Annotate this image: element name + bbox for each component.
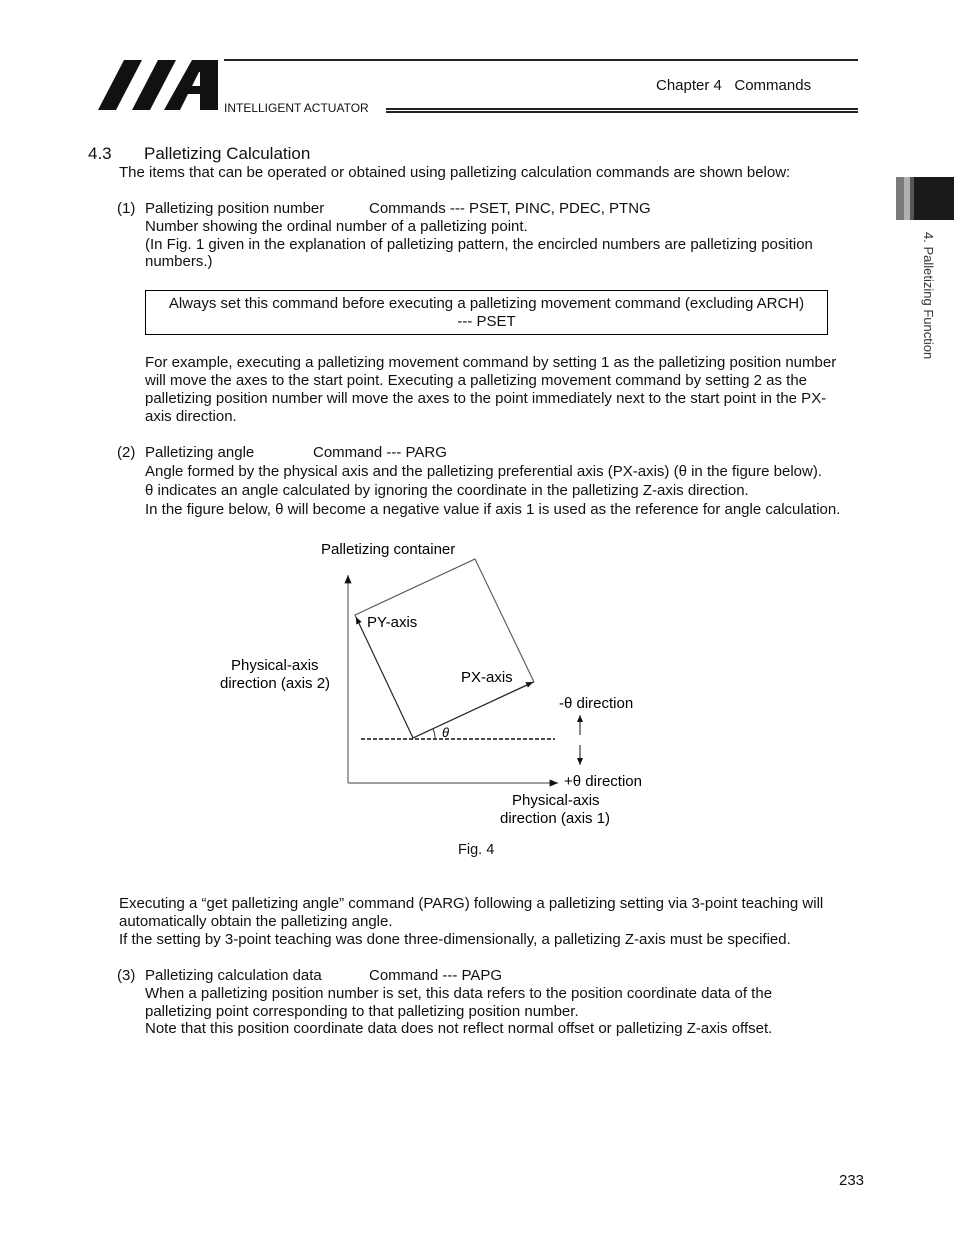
item-3-line: Note that this position coordinate data does not reflect normal offset or palletizing Z-axis offset. — [145, 1020, 773, 1037]
container-label: Palletizing container — [321, 541, 456, 558]
item-1-line: numbers.) — [145, 253, 213, 270]
axis-1-label: direction (axis 1) — [500, 810, 611, 827]
example-line: palletizing position number will move the axes to the point immediately next to the start point in the PX- — [145, 390, 827, 407]
example-line: axis direction. — [145, 408, 237, 425]
header-rule-bottom-2 — [386, 111, 858, 113]
item-2-line: Angle formed by the physical axis and the palletizing preferential axis (PX-axis) (θ in the figure below). — [145, 463, 823, 480]
item-3-number: (3) — [117, 967, 136, 984]
neg-theta-label: -θ direction — [559, 695, 634, 712]
parg-line: automatically obtain the palletizing angle. — [119, 913, 393, 930]
header-rule-top — [224, 59, 858, 61]
pos-theta-label: +θ direction — [564, 773, 642, 790]
axis-1-label: Physical-axis — [512, 792, 600, 809]
parg-line: Executing a “get palletizing angle” command (PARG) following a palletizing setting via 3-point teaching will — [119, 895, 824, 912]
item-3-label: Palletizing calculation data — [145, 967, 322, 984]
item-2-number: (2) — [117, 444, 136, 461]
py-axis-arrow — [356, 617, 413, 738]
item-2-command: Command --- PARG — [313, 444, 447, 461]
theta-symbol: θ — [442, 725, 450, 740]
item-3-command: Command --- PAPG — [369, 967, 503, 984]
chapter-side-tab — [896, 177, 954, 220]
figure-caption: Fig. 4 — [458, 842, 495, 858]
item-2-line: In the figure below, θ will become a negative value if axis 1 is used as the reference for angle calculation. — [145, 501, 841, 518]
parg-line: If the setting by 3-point teaching was done three-dimensionally, a palletizing Z-axis must be specified. — [119, 931, 791, 948]
side-tab-label: 4. Palletizing Function — [921, 232, 936, 360]
item-1-number: (1) — [117, 200, 136, 217]
note-line: --- PSET — [457, 313, 516, 330]
axis-2-label: Physical-axis — [231, 657, 319, 674]
note-box — [145, 290, 828, 335]
item-2-line: θ indicates an angle calculated by ignoring the coordinate in the palletizing Z-axis direction. — [145, 482, 749, 499]
company-logo — [96, 58, 220, 112]
page-number: 233 — [839, 1172, 865, 1189]
item-1-label: Palletizing position number — [145, 200, 325, 217]
py-axis-label: PY-axis — [367, 614, 418, 631]
section-title: Palletizing Calculation — [144, 144, 311, 163]
palletizing-angle-figure — [210, 535, 670, 835]
px-axis-label: PX-axis — [461, 669, 513, 686]
item-1-line: Number showing the ordinal number of a palletizing point. — [145, 218, 528, 235]
example-line: will move the axes to the start point. Executing a palletizing movement command by setting 2 as the — [145, 372, 808, 389]
chapter-title: Chapter 4 Commands — [656, 77, 812, 94]
pallet-container — [355, 559, 534, 738]
item-3-line: When a palletizing position number is set, this data refers to the position coordinate data of the — [145, 985, 773, 1002]
theta-arc — [433, 729, 435, 739]
example-line: For example, executing a palletizing movement command by setting 1 as the palletizing position number — [145, 354, 837, 371]
section-number: 4.3 — [88, 144, 112, 163]
px-axis-arrow — [413, 682, 533, 738]
item-1-line: (In Fig. 1 given in the explanation of palletizing pattern, the encircled numbers are palletizing position — [145, 236, 813, 253]
item-1-command: Commands --- PSET, PINC, PDEC, PTNG — [369, 200, 651, 217]
note-line: Always set this command before executing a palletizing movement command (excluding ARCH) — [168, 295, 805, 312]
intro-text: The items that can be operated or obtained using palletizing calculation commands are shown below: — [119, 164, 791, 181]
axis-2-label: direction (axis 2) — [220, 675, 331, 692]
item-3-line: palletizing point corresponding to that palletizing position number. — [145, 1003, 579, 1020]
item-2-label: Palletizing angle — [145, 444, 255, 461]
brand-name: INTELLIGENT ACTUATOR — [224, 101, 369, 115]
header-rule-bottom-1 — [386, 108, 858, 110]
